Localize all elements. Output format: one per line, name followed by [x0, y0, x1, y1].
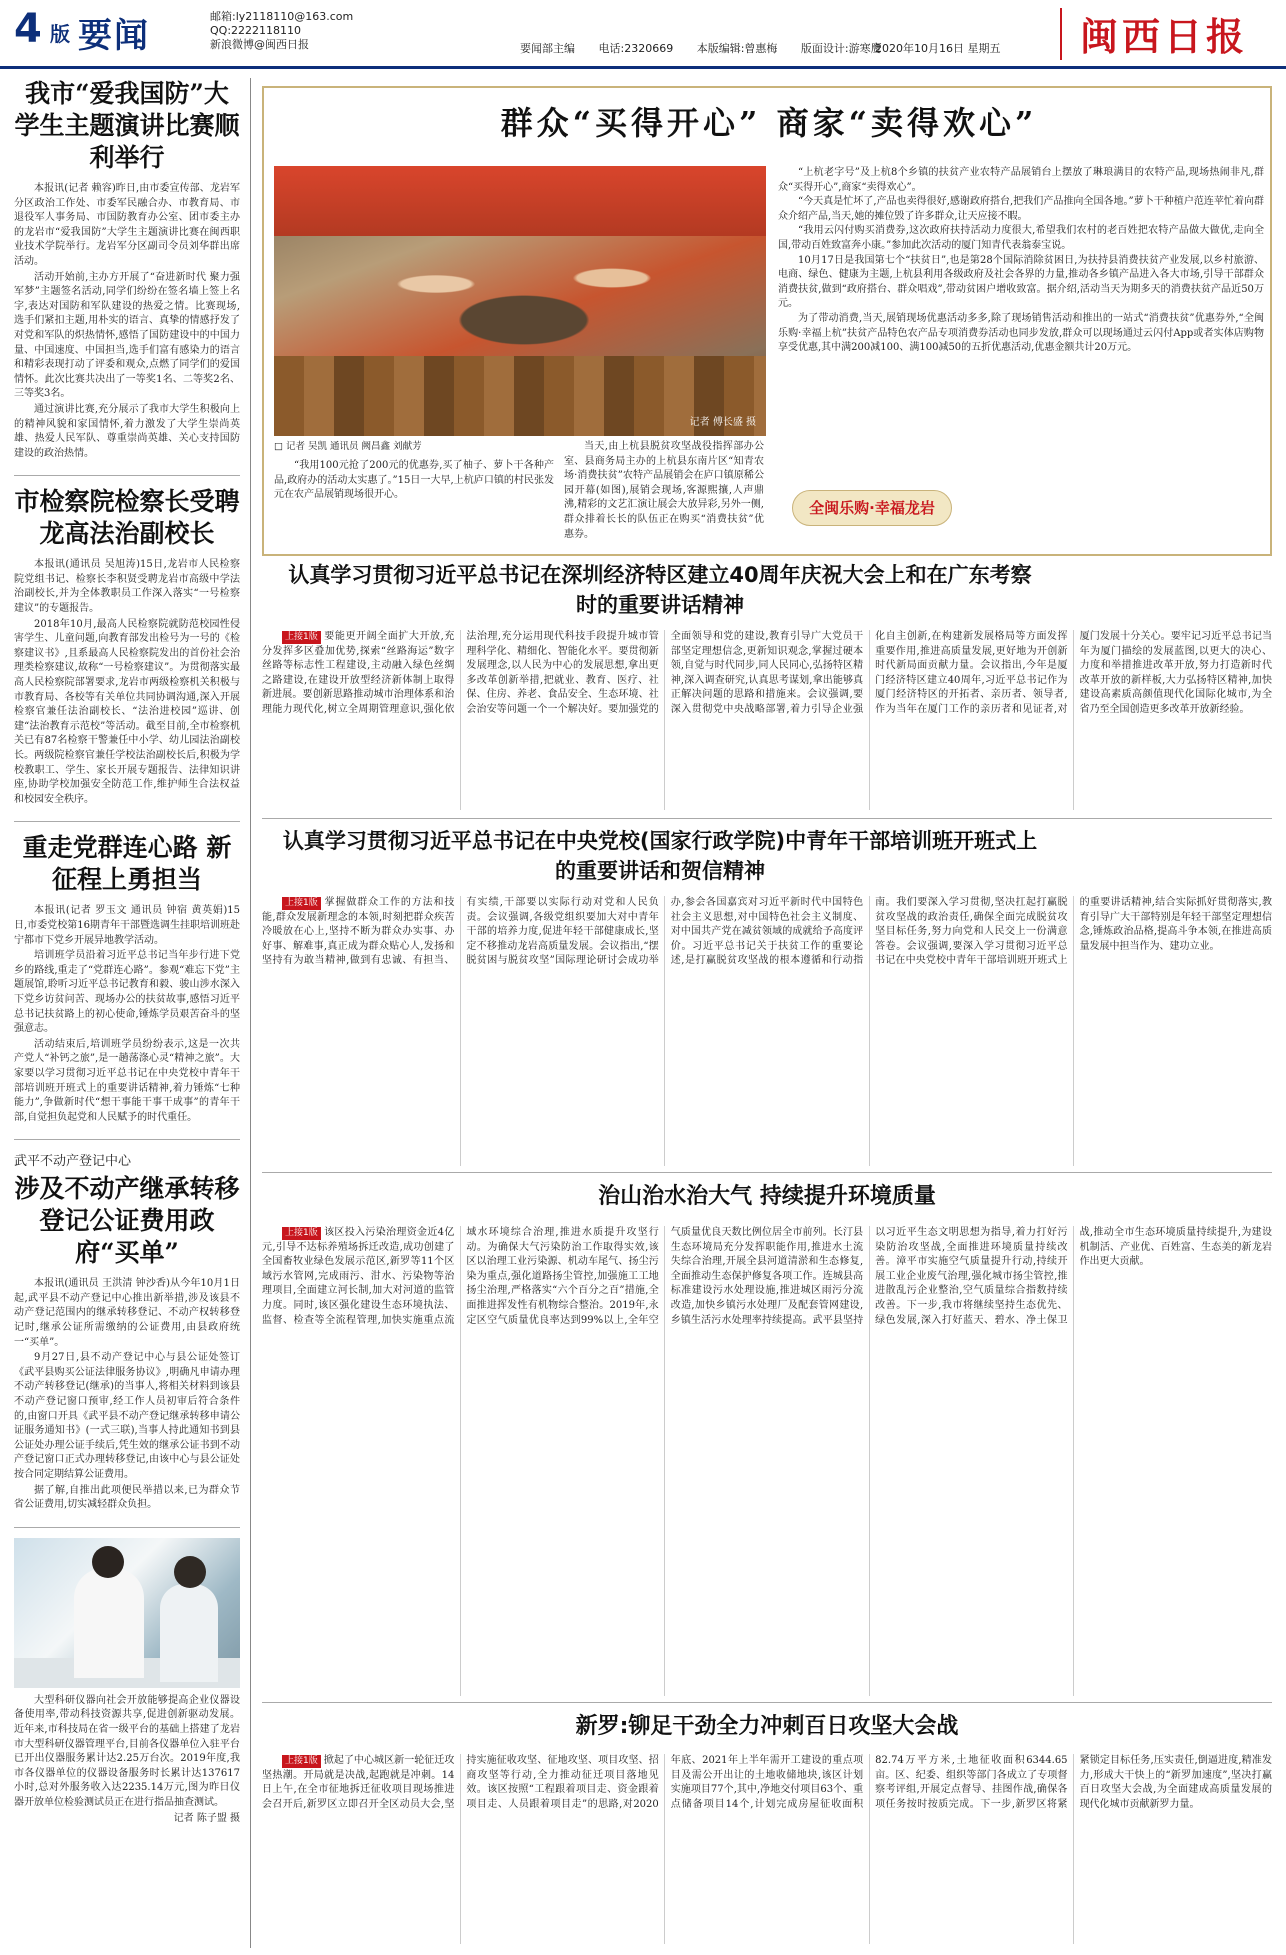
paragraph: 据了解,自推出此项便民举措以来,已为群众节省公证费用,切实减轻群众负担。 [14, 1484, 240, 1511]
masthead-rule [0, 66, 1286, 69]
continued-tag: 上接1版 [282, 1755, 321, 1768]
paragraph: 本报讯(通讯员 吴旭涛)15日,龙岩市人民检察院党组书记、检察长李积贤受聘龙岩市高级中学法治副校长,并为全体教职员工作深入落实“一号检察建议”的专题报告。 [14, 559, 240, 615]
story-body [14, 1277, 240, 1513]
story-body [14, 558, 240, 807]
article4-title: 新罗:铆足干劲全力冲刺百日攻坚大会战 [575, 1714, 959, 1739]
story-title: 涉及不动产继承转移登记公证费用政府“买单” [14, 1174, 240, 1268]
paragraph: 培训班学员沿着习近平总书记当年步行进下党乡的路线,重走了“党群连心路”。参观“难忘下党”主题展馆,聆听习近平总书记教育和毅、骏山涉水深入下党乡访贫问苦、现场办公的扶贫故事,感悟习近平总书记扶贫路上的初心使命,锤炼学员艰苦奋斗的坚强意志。 [14, 950, 240, 1035]
paragraph: 活动结束后,培训班学员纷纷表示,这是一次共产党人“补钙之旅”,是一趟荡涤心灵“精神之旅”。大家要以学习贯彻习近平总书记在中央党校中青年干部培训班开班式上的重要讲话精神,着力锤炼“七种能力”,争做新时代“想干事能干事干成事”的青年干部,自觉担负起党和人民赋予的时代重任。 [14, 1038, 240, 1123]
article4-text: 掀起了中心城区新一轮征迁攻坚热潮。开局就是决战,起跑就是冲刺。14日上午,在全市征地拆迁征收项目现场推进会召开后,新罗区立即召开全区动员大会,坚持实施征收攻坚、征地攻坚、项目攻坚、招商攻坚等行动,全力推动征迁项目落地见效。该区按照“工程跟着项目走、资金跟着项目走、人员跟着项目走”的思路,对2020年底、2021年上半年需开工建设的重点项目及需公开出让的土地收储地块,该区计划实施项目77个,其中,净地交付项目63个、重点储备项目14个,计划完成房屋征收面积82.74万平方米,土地征收面积6344.65亩。区、纪委、组织等部门各成立了专项督察考评组,开展定点督导、挂图作战,确保各项任务按时按质完成。下一步,新罗区将紧紧锁定目标任务,压实责任,倒逼进度,精准发力,形成大干快上的“新罗加速度”,坚决打赢百日攻坚大会战,为全面建成高质量发展的现代化城市贡献新罗力量。 [262, 1755, 1272, 1810]
paragraph: 10月17日是我国第七个“扶贫日”,也是第28个国际消除贫困日,为扶持县消费扶贫产业发展,以乡村旅游、电商、绿色、健康为主题,上杭县利用各级政府及社会各界的力量,推动各乡镇产品进入各大市场,引导干部群众消费扶贫,做到“政府搭台、群众唱戏”,带动贫困户增收致富。据介绍,活动当天为期多天的消费扶贫产品近50万元。 [778, 254, 1264, 310]
divider [262, 1702, 1272, 1703]
issue-date: 2020年10月16日 星期五 [875, 42, 1001, 55]
article1-title: 认真学习贯彻习近平总书记在深圳经济特区建立40周年庆祝大会上和在广东考察时的重要讲话精神 [288, 563, 1032, 617]
paragraph: 本报讯(记者 罗玉文 通讯员 钟宿 黄英娟)15日,市委党校第16期青年干部暨选调生挂职培训班赴宁都市下党乡开展异地教学活动。 [14, 905, 240, 946]
column-rule [250, 78, 251, 1948]
editor-name: 本版编辑:曾惠梅 [696, 42, 778, 55]
article2-title: 认真学习贯彻习近平总书记在中央党校(国家行政学院)中青年干部培训班开班式上的重要讲话和贺信精神 [282, 829, 1038, 883]
campaign-badge: 全闽乐购·幸福龙岩 [792, 490, 952, 526]
lab-worker-head [92, 1546, 124, 1578]
feature-col-2: 当天,由上杭县脱贫攻坚战役指挥部办公室、县商务局主办的上杭县东南片区“知青农场·消费扶贫”农特产品展销会在庐口镇原稀公园开幕(如图),展销会现场,客源熙攘,人声鼎沸,精彩的文艺汇演让展会大放异彩,另外一侧,群众排着长长的队伍正在购买“消费扶贫”优惠券。 [564, 441, 764, 540]
story-body [14, 1694, 240, 1811]
paragraph: 2018年10月,最高人民检察院就防范校园性侵害学生、儿童问题,向教育部发出检号为一号的《检察建议书》,且系最高人民检察院发出的首份社会治理类检察建议,故称“一号检察建议”。为贯彻落实最高人民检察院部署要求,龙岩市两级检察机关积极与市教育局、各校等有关单位共同协调沟通,深入开展检察官兼任法治副校长、“法治进校园”巡讲、创建“法治教育示范校”等活动。截至目前,全市检察机关已有87名检察干警兼任中小学、幼儿园法治副校长。两级院检察官兼任学校法治副校长后,积极为学校教职工、学生、家长开展专题报告、法律知识讲座,协助学校加强安全防范工作,维护师生合法权益和校园安全秩序。 [14, 618, 240, 805]
story-party-path [14, 832, 240, 1125]
paragraph: 为了带动消费,当天,展销现场优惠活动多多,除了现场销售活动和推出的一站式“消费扶贫”优惠券外,“全闽乐购·幸福上杭”扶贫产品特色农产品专项消费券活动也同步发放,群众可以现场通过云闪付App或者实体店购物享受优惠,其中满200减100、满100减50的五折优惠活动,优惠金额共计20万元。 [778, 312, 1264, 354]
masthead [0, 0, 1286, 68]
story-procuratorate [14, 486, 240, 807]
photo-credit: 记者 陈子盟 摄 [173, 1812, 240, 1824]
paragraph: 本报讯(通讯员 王洪清 钟沙香)从今年10月1日起,武平县不动产登记中心推出新举措,涉及该县不动产登记范围内的继承转移登记、不动产权转移登记时,继承公证所需缴纳的公证费用,由县政府统一“买单”。 [14, 1278, 240, 1348]
divider [262, 818, 1272, 819]
caption-text: “我用100元抢了200元的优惠券,买了柚子、萝卜干各种产品,政府办的活动太实惠了。”15日一大早,上杭庐口镇的村民张发元在农产品展销现场很开心。 [274, 460, 554, 501]
article4-body [262, 1754, 1272, 1944]
paragraph: “今天真是忙坏了,产品也卖得很好,感谢政府搭台,把我们产品推向全国各地。”萝卜干种植户范连苹忙着向群众介绍产品,当天,她的摊位毁了许多群众,让天应接不暇。 [778, 196, 1264, 222]
divider [14, 1139, 240, 1140]
article2-body [262, 896, 1272, 1166]
paragraph: “我用云闪付购买消费券,这次政府扶持活动力度很大,希望我们农村的老百姓把农特产品做大做优,走向全国,带动百姓致富奔小康。”参加此次活动的厦门知青代表翁泰宝说。 [778, 225, 1264, 251]
feature-col-3 [778, 166, 1264, 356]
paragraph: 活动开始前,主办方开展了“奋进新时代 聚力强军梦”主题签名活动,同学们纷纷在签名墙上签上名字,表达对国防和军队建设的热爱之情。比赛现场,选手们紧扣主题,用朴实的语言、真挚的情感抒发了对党和军队的炽热情怀,感悟了国防建设中的中国力量、中国速度、中国担当,选手们富有感染力的语言和精彩表现打动了评委和观众,点燃了同学们的爱国情怀。此次比赛共决出了一等奖1名、二等奖2名、三等奖3名。 [14, 271, 240, 400]
photo-crowd [304, 236, 744, 356]
paragraph: 9月27日,县不动产登记中心与县公证处签订《武平县购买公证法律服务协议》,明确凡申请办理不动产转移登记(继承)的当事人,将相关材料到该县不动产登记窗口预审,经工作人员初审后符合条件的,由窗口开具《武平县不动产登记继承转移申请公证服务通知书》(一式三联),当事人持此通知书到县公证处办理公证手续后,凭生效的继承公证书到不动产登记窗口正式办理转移登记,由该中心与县公证处按合同定期结算公证费用。 [14, 1352, 240, 1480]
caption-byline: □ 记者 吴凯 通讯员 阙昌鑫 刘献芳 [274, 441, 422, 452]
continued-tag: 上接1版 [282, 631, 321, 644]
editor-credits [520, 40, 902, 56]
divider [14, 821, 240, 822]
divider [262, 1172, 1272, 1173]
story-body [14, 904, 240, 1125]
contact-email: 邮箱:ly2118110@163.com [210, 10, 354, 23]
story-body [14, 182, 240, 461]
feature-box [262, 86, 1272, 556]
article1-body [262, 630, 1272, 810]
contact-qq: QQ:2222118110 [210, 24, 302, 37]
editor-dept: 要闻部主编 [520, 42, 575, 55]
logo-divider [1060, 8, 1062, 60]
paragraph: “上杭老字号”及上杭8个乡镇的扶贫产业农特产品展销台上摆放了琳琅满目的农特产品,现场热闹非凡,群众“买得开心”,商家“卖得欢心”。 [778, 167, 1264, 193]
story-defense-speech [14, 78, 240, 461]
photo-caption [274, 440, 554, 503]
story-title: 重走党群连心路 新征程上勇担当 [22, 833, 232, 895]
story-lab-instruments [14, 1538, 240, 1826]
page-suffix: 版 [50, 22, 70, 46]
paragraph: 大型科研仪器向社会开放能够提高企业仪器设备使用率,带动科技资源共享,促进创新驱动发展。近年来,市科技局在省一级平台的基础上搭建了龙岩市大型科研仪器管理平台,目前各仪器单位入驻平台已开出仪器服务累计达2.25万台次。2019年度,我市各仪器单位的仪器设备服务时长累计达137617小时,总对外服务收入达2235.14万元,图为昨日仪器开放单位检验测试员正在进行指品抽查测试。 [14, 1694, 240, 1808]
article2-text: 掌握做群众工作的方法和技能,群众发展新理念的本领,时刻把群众疾苦冷暖放在心上,坚持不断为群众办实事、办好事、解难事,真正成为群众贴心人,发扬和坚持有为敢当精神,做到有忠诚、有担当、有实绩,干部要以实际行动对党和人民负责。会议强调,各级党组织要加大对中青年干部的培养力度,促进年轻干部健康成长,坚定不移推动龙岩高质量发展。会议指出,“摆脱贫困与脱贫攻坚”国际理论研讨会成功举办,参会各国嘉宾对习近平新时代中国特色社会主义思想,对中国特色社会主义制度、对中国共产党在减贫领域的成就给予高度评价。习近平总书记关于扶贫工作的重要论述,是打赢脱贫攻坚战的根本遵循和行动指南。我们要深入学习贯彻,坚决扛起打赢脱贫攻坚战的政治责任,确保全面完成脱贫攻坚目标任务,努力向党和人民交上一份满意答卷。会议强调,要深入学习贯彻习近平总书记在中央党校中青年干部培训班开班式上的重要讲话精神,结合实际抓好贯彻落实,教育引导广大干部特别是年轻干部坚定理想信念,锤炼政治品格,提高斗争本领,在推进高质量发展中担当作为、建功立业。 [262, 897, 1272, 967]
article3-title: 治山治水治大气 持续提升环境质量 [598, 1184, 936, 1209]
editor-phone: 电话:2320669 [598, 42, 674, 55]
story-kicker: 武平不动产登记中心 [14, 1154, 132, 1170]
market-photo [274, 166, 766, 436]
left-column [14, 78, 240, 1840]
article3-body [262, 1226, 1272, 1696]
divider [14, 475, 240, 476]
photo-credit: 记者 傅长盛 摄 [689, 417, 756, 428]
article1-text: 要能更开阔全面扩大开放,充分发挥多区叠加优势,探索“丝路海运”数字丝路等标志性工程建设,主动融入绿色丝绸之路建设,在建设开放型经济新体制上取得新进展。要创新思路推动城市治理体系和治理能力现代化,树立全周期管理意识,强化依法治理,充分运用现代科技手段提升城市管理科学化、精细化、智能化水平。要贯彻新发展理念,以人民为中心的发展思想,拿出更多改革创新举措,把就业、教育、医疗、社保、住房、养老、食品安全、生态环境、社会治安等问题一个一个解决好。要加强党的全面领导和党的建设,教育引导广大党员干部坚定理想信念,更新知识观念,掌握过硬本领,自觉与时代同步,同人民同心,弘扬特区精神,深入调查研究,认真思考谋划,拿出能够真正解决问题的思路和措施来。会议强调,要深入贯彻党中央战略部署,着力引导企业强化自主创新,在构建新发展格局等方面发挥重要作用,推进高质量发展,更好地为开创新时代新局面贡献力量。会议指出,今年是厦门经济特区建立40周年,习近平总书记作为厦门经济特区的开拓者、亲历者、领导者,作为当年在厦门工作的亲历者和见证者,对厦门发展十分关心。要牢记习近平总书记当年为厦门描绘的发展蓝图,以更大的决心、力度和举措推进改革开放,努力打造新时代改革开放的新样板,大力弘扬特区精神,加快建设高素质高颜值现代化国际化城市,为全省乃至全国创造更多改革开放新经验。 [262, 631, 1272, 715]
story-title: 我市“爱我国防”大学生主题演讲比赛顺利举行 [14, 79, 240, 172]
section-title: 要闻 [78, 16, 150, 56]
paragraph: 通过演讲比赛,充分展示了我市大学生积极向上的精神风貌和家国情怀,着力激发了大学生崇尚英雄、热爱人民军队、尊重崇尚英雄、关心支持国防建设的政治热情。 [14, 403, 240, 459]
photo-tent [274, 166, 766, 236]
continued-tag: 上接1版 [282, 897, 321, 910]
page-number: 4 [14, 6, 42, 52]
continued-tag: 上接1版 [282, 1227, 321, 1240]
newspaper-logo: 闽西日报 [1080, 14, 1249, 59]
lab-photo [14, 1538, 240, 1688]
divider [14, 1527, 240, 1528]
article3-text: 该区投入污染治理资金近4亿元,引导不达标养殖场拆迁改造,成功创建了全国畜牧业绿色发展示范区,新罗等11个区域污水管网,完成雨污、泔水、污染物等治理项目,全面建立河长制,加大对河道的监管力度。同时,该区强化建设生态环境执法、监督、检查等全流程管理,加快实施重点流域水环境综合治理,推进水质提升攻坚行动。为确保大气污染防治工作取得实效,该区以治理工业污染源、机动车尾气、扬尘污染为重点,强化道路扬尘管控,加强施工工地扬尘治理,严格落实“六个百分之百”措施,全面推进挥发性有机物综合整治。2019年,永定区空气质量优良率达到99%以上,全年空气质量优良天数比例位居全市前列。长汀县生态环境局充分发挥职能作用,推进水土流失综合治理,开展全县河道清淤和生态修复,全面推动生态保护修复各项工作。连城县高标准建设污水处理设施,推进城区雨污分流改造,加快乡镇污水处理厂及配套管网建设,乡镇生活污水处理率持续提高。武平县坚持以习近平生态文明思想为指导,着力打好污染防治攻坚战,全面推进环境质量持续改善。漳平市实施空气质量提升行动,持续开展工业企业废气治理,强化城市扬尘管控,推进散乱污企业整治,空气质量综合指数持续改善。下一步,我市将继续坚持生态优先、绿色发展,深入打好蓝天、碧水、净土保卫战,推动全市生态环境质量持续提升,为建设机制活、产业优、百姓富、生态美的新龙岩作出更大贡献。 [262, 1227, 1272, 1326]
contact-info [210, 10, 353, 52]
story-title: 市检察院检察长受聘龙高法治副校长 [14, 487, 240, 549]
paragraph: 本报讯(记者 赖容)昨日,由市委宣传部、龙岩军分区政治工作处、市委军民融合办、市教育局、市退役军人事务局、市国防教育办公室、团市委主办的龙岩市“爱我国防”大学生主题演讲比赛在闽西职业技术学院举行。龙岩军分区副司令员刘华群出席活动。 [14, 183, 240, 267]
lab-worker [74, 1568, 144, 1678]
feature-title: 群众“买得开心” 商家“卖得欢心” [500, 104, 1038, 142]
story-real-estate [14, 1150, 240, 1513]
contact-weibo: 新浪微博@闽西日报 [210, 38, 309, 51]
editor-design: 版面设计:游寒鹰 [800, 42, 882, 55]
